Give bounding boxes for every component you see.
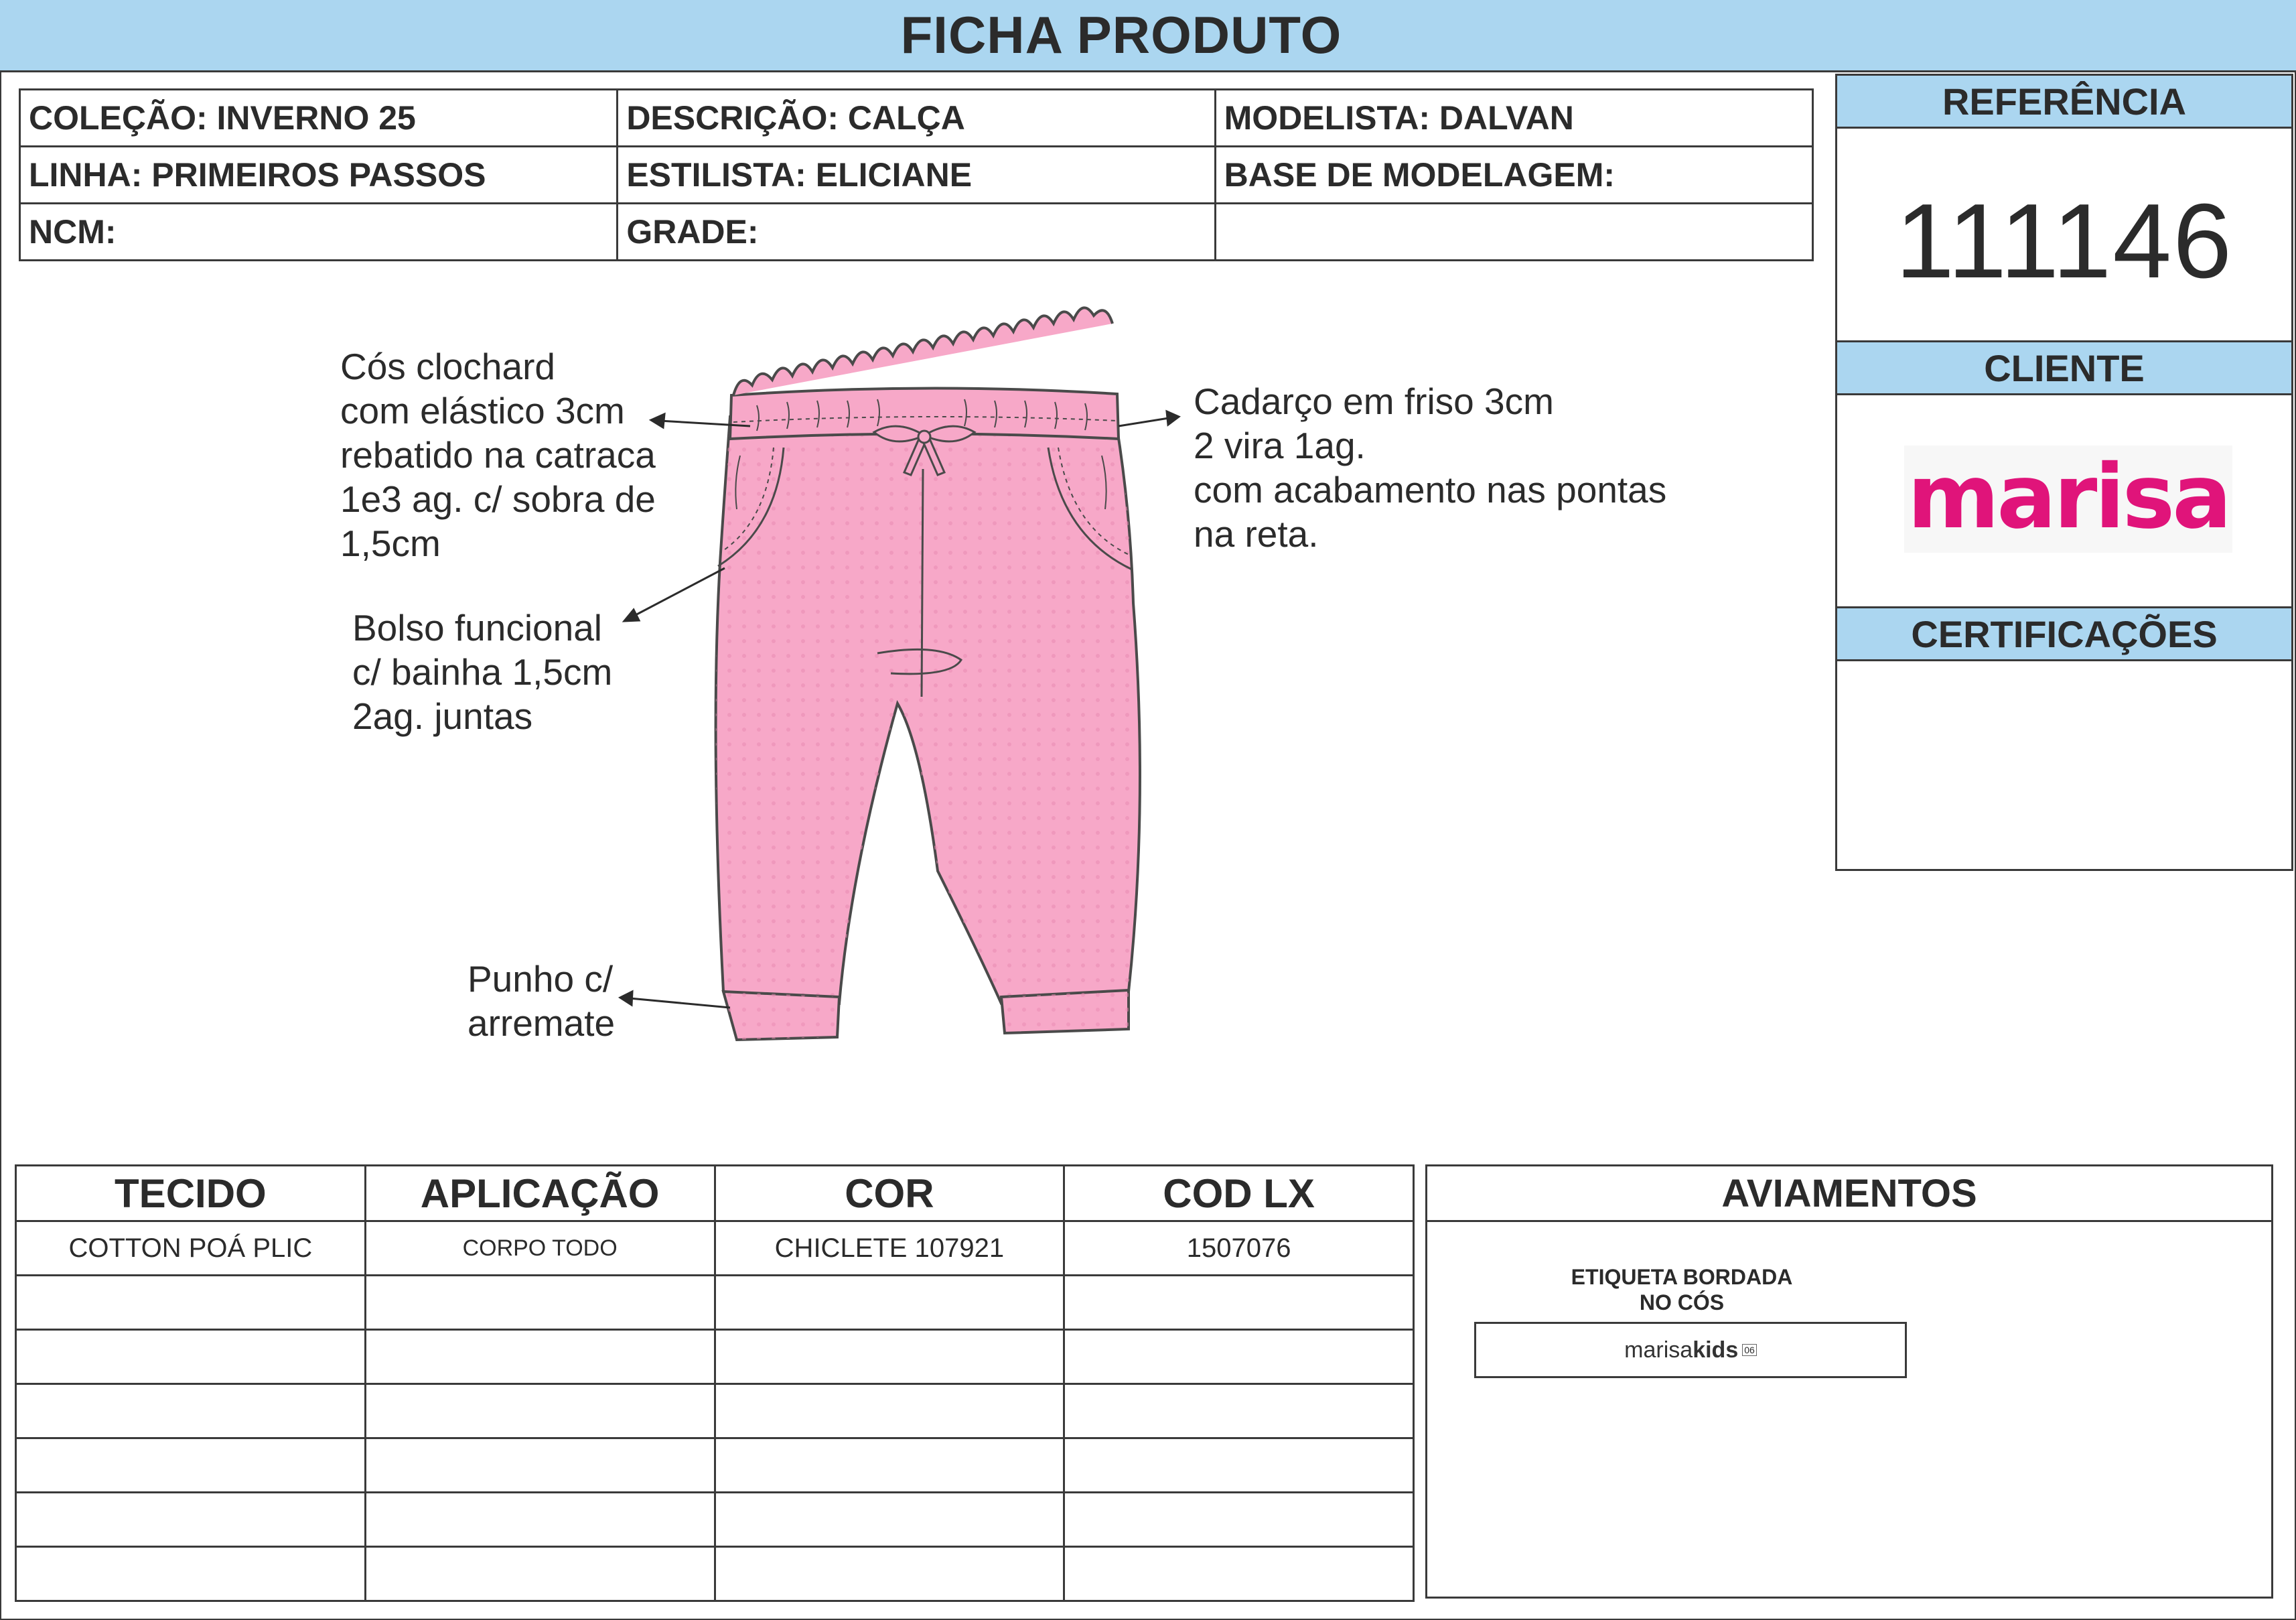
table-row [16, 1438, 1414, 1493]
info-cell-colecao: COLEÇÃO: INVERNO 25 [20, 90, 618, 147]
table-row [16, 1221, 1414, 1276]
aviamentos-header: AVIAMENTOS [1427, 1166, 2271, 1222]
callout-line: Bolso funcional [352, 607, 603, 649]
callout-line: 1,5cm [340, 523, 441, 564]
fabric-header-row [16, 1166, 1414, 1221]
callout-line: c/ bainha 1,5cm [352, 651, 613, 693]
table-cell [365, 1384, 715, 1438]
callout-line: arremate [468, 1002, 616, 1044]
table-cell [365, 1438, 715, 1493]
callout-line: com elástico 3cm [340, 390, 625, 431]
table-cell [715, 1438, 1064, 1493]
callout-line: 2ag. juntas [352, 695, 533, 737]
table-cell [365, 1493, 715, 1547]
page-title: FICHA PRODUTO [900, 5, 1342, 64]
info-cell-grade: GRADE: [618, 204, 1215, 261]
cell-cor: CHICLETE 107921 [715, 1221, 1064, 1276]
cliente-header: CLIENTE [1837, 340, 2291, 395]
callout-line: com acabamento nas pontas [1194, 469, 1667, 511]
size-tag: 06 [1742, 1344, 1757, 1356]
table-cell [1064, 1330, 1414, 1384]
table-cell [715, 1330, 1064, 1384]
referencia-header: REFERÊNCIA [1837, 74, 2291, 129]
info-cell-ncm: NCM: [20, 204, 618, 261]
table-row [16, 1330, 1414, 1384]
callout-line: 2 vira 1ag. [1194, 425, 1366, 466]
certificacoes-header: CERTIFICAÇÕES [1837, 606, 2291, 661]
callout-cos [340, 344, 656, 565]
pants-illustration [716, 308, 1140, 1040]
label-description-line: ETIQUETA BORDADA [1571, 1265, 1793, 1289]
marisa-kids-logo [1624, 1337, 1738, 1363]
callout-bolso [352, 606, 612, 738]
table-cell [16, 1547, 366, 1601]
cell-aplicacao: CORPO TODO [365, 1221, 715, 1276]
embroidered-label [1474, 1322, 1907, 1378]
callout-line: 1e3 ag. c/ sobra de [340, 478, 656, 520]
table-cell [16, 1276, 366, 1330]
table-cell [1064, 1276, 1414, 1330]
brand-light-text: marisa [1624, 1337, 1693, 1363]
cell-tecido: COTTON POÁ PLIC [16, 1221, 366, 1276]
table-cell [1064, 1384, 1414, 1438]
table-cell [16, 1384, 366, 1438]
table-cell [365, 1547, 715, 1601]
cell-cod-lx: 1507076 [1064, 1221, 1414, 1276]
table-row [16, 1493, 1414, 1547]
info-cell-descricao: DESCRIÇÃO: CALÇA [618, 90, 1215, 147]
callout-line: Cadarço em friso 3cm [1194, 381, 1554, 422]
table-row [16, 1547, 1414, 1601]
marisa-logo-text: marisa [1907, 446, 2230, 549]
aviamentos-panel [1425, 1164, 2273, 1599]
table-cell [1064, 1438, 1414, 1493]
table-cell [365, 1276, 715, 1330]
col-header-aplicacao: APLICAÇÃO [365, 1166, 715, 1221]
col-header-cod-lx: COD LX [1064, 1166, 1414, 1221]
table-cell [715, 1493, 1064, 1547]
table-cell [1064, 1493, 1414, 1547]
table-cell [16, 1330, 366, 1384]
info-cell-linha: LINHA: PRIMEIROS PASSOS [20, 147, 618, 204]
label-description-line: NO CÓS [1639, 1290, 1725, 1314]
fabric-table [15, 1164, 1415, 1602]
brand-bold-text: kids [1693, 1337, 1739, 1363]
table-cell [715, 1384, 1064, 1438]
label-description [1548, 1264, 1816, 1315]
table-row [16, 1276, 1414, 1330]
callout-line: Cós clochard [340, 346, 555, 387]
table-cell [715, 1547, 1064, 1601]
table-cell [1064, 1547, 1414, 1601]
reference-number: 111146 [1895, 182, 2234, 300]
callout-punho [468, 957, 615, 1045]
callout-line: rebatido na catraca [340, 434, 656, 476]
col-header-tecido: TECIDO [16, 1166, 366, 1221]
callout-line: na reta. [1194, 513, 1319, 555]
table-cell [16, 1438, 366, 1493]
callout-line: Punho c/ [468, 958, 614, 1000]
table-cell [365, 1330, 715, 1384]
table-row [16, 1384, 1414, 1438]
table-cell [715, 1276, 1064, 1330]
info-cell-estilista: ESTILISTA: ELICIANE [618, 147, 1215, 204]
table-cell [16, 1493, 366, 1547]
info-cell-modelista: MODELISTA: DALVAN [1215, 90, 1812, 147]
callout-cadarco [1194, 379, 1666, 556]
info-cell-base-modelagem: BASE DE MODELAGEM: [1215, 147, 1812, 204]
col-header-cor: COR [715, 1166, 1064, 1221]
